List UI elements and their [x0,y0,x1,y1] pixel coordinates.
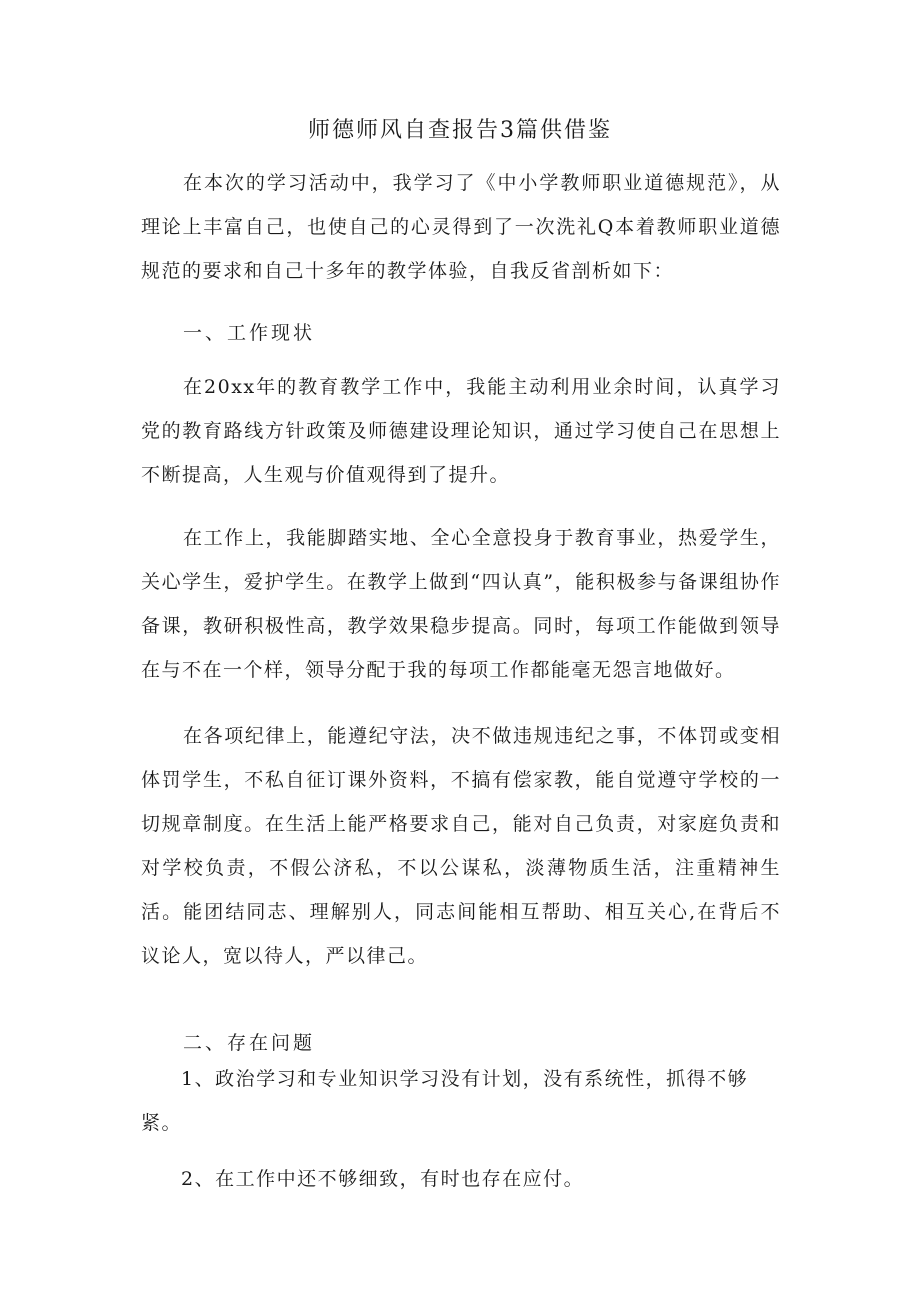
section-heading-current-status: 一、工作现状 [183,322,316,344]
problem-item-2: 2、在工作中还不够细致，有时也存在应付。 [181,1168,585,1190]
status-paragraph-1: 在20xx年的教育教学工作中，我能主动利用业余时间，认真学习党的教育路线方针政策及师德建设理论知识，通过学习使自己在思想上不断提高，人生观与价值观得到了提升。 [141,376,781,486]
document-title: 师德师风自查报告3篇供借鉴 [308,118,612,143]
intro-paragraph: 在本次的学习活动中，我学习了《中小学教师职业道德规范》，从理论上丰富自己，也使自己的心灵得到了一次洗礼Q本着教师职业道德规范的要求和自己十多年的教学体验，自我反省剖析如下： [141,172,781,282]
problem-item-1: 1、政治学习和专业知识学习没有计划，没有系统性，抓得不够紧。 [141,1068,749,1134]
status-paragraph-3: 在各项纪律上，能遵纪守法，决不做违规违纪之事，不体罚或变相体罚学生，不私自征订课外资料，不搞有偿家教，能自觉遵守学校的一切规章制度。在生活上能严格要求自己，能对自己负责，对家庭负责和对学校负责，不假公济私，不以公谋私，淡薄物质生活，注重精神生活。能团结同志、理解别人，同志间能相互帮助、相互关心,在背后不议论人，宽以待人，严以律己。 [141,725,781,967]
section-heading-problems: 二、存在问题 [183,1032,316,1054]
status-paragraph-2: 在工作上，我能脚踏实地、全心全意投身于教育事业，热爱学生，关心学生，爱护学生。在教学上做到“四认真”，能积极参与备课组协作备课，教研积极性高，教学效果稳步提高。同时，每项工作能做到领导在与不在一个样，领导分配于我的每项工作都能毫无怨言地做好。 [141,527,781,681]
